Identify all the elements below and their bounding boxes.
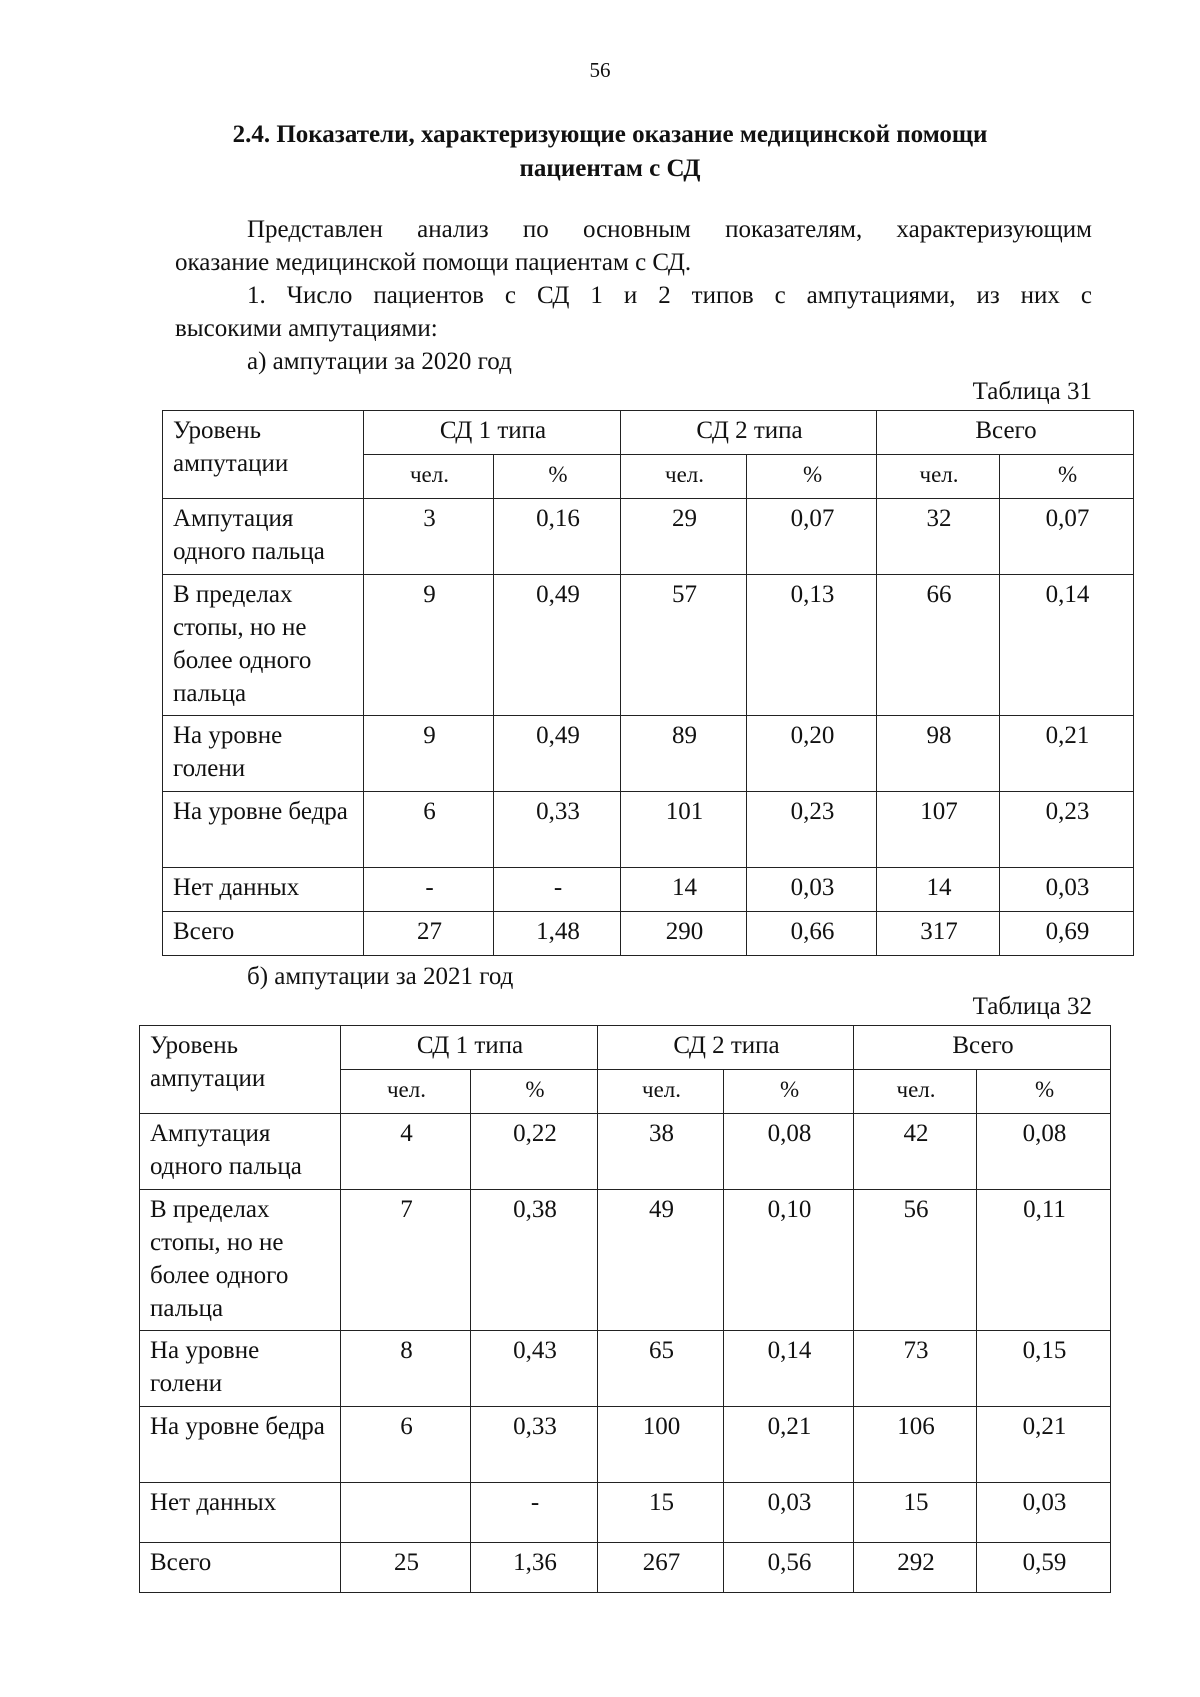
- cell: 27: [364, 912, 494, 956]
- item1-line-1: 1. Число пациентов с СД 1 и 2 типов с ампутациями, из них с: [247, 282, 1092, 309]
- row-level: На уровне бедра: [163, 792, 364, 868]
- cell: 0,69: [1000, 912, 1134, 956]
- table-row: [140, 1483, 1111, 1543]
- cell: 100: [598, 1407, 724, 1483]
- cell: 89: [621, 716, 747, 792]
- cell: 4: [341, 1114, 471, 1190]
- cell: 1,48: [494, 912, 621, 956]
- table31-header-sd2: СД 2 типа: [621, 411, 877, 455]
- table31-header-total: Всего: [877, 411, 1134, 455]
- cell: 267: [598, 1543, 724, 1593]
- cell: 0,43: [471, 1331, 598, 1407]
- cell: 0,22: [471, 1114, 598, 1190]
- table31: [162, 410, 1134, 956]
- cell: 15: [598, 1483, 724, 1543]
- cell: 65: [598, 1331, 724, 1407]
- cell: 49: [598, 1190, 724, 1331]
- cell: 0,59: [977, 1543, 1111, 1593]
- table32-subtitle: б) ампутации за 2021 год: [247, 963, 514, 990]
- cell: 32: [877, 499, 1000, 575]
- cell: 98: [877, 716, 1000, 792]
- cell: 0,10: [724, 1190, 854, 1331]
- cell: 29: [621, 499, 747, 575]
- table-row: [163, 868, 1134, 912]
- intro-line-2: оказание медицинской помощи пациентам с СД.: [175, 249, 692, 276]
- cell: 0,14: [1000, 575, 1134, 716]
- cell: 14: [621, 868, 747, 912]
- table31-unit: чел.: [364, 455, 494, 499]
- table-row: [140, 1543, 1111, 1593]
- cell: -: [364, 868, 494, 912]
- cell: 0,33: [494, 792, 621, 868]
- table32-unit: %: [724, 1070, 854, 1114]
- table32-header-sd2: СД 2 типа: [598, 1026, 854, 1070]
- table31-subtitle: а) ампутации за 2020 год: [247, 348, 512, 375]
- row-level: Нет данных: [140, 1483, 341, 1543]
- row-level: В пределах стопы, но не более одного пальца: [163, 575, 364, 716]
- intro-line-1: Представлен анализ по основным показателям, характеризующим: [247, 216, 1092, 243]
- cell: 0,16: [494, 499, 621, 575]
- cell: 0,23: [747, 792, 877, 868]
- row-level: На уровне голени: [140, 1331, 341, 1407]
- cell: 9: [364, 575, 494, 716]
- table31-caption: Таблица 31: [972, 378, 1092, 405]
- table-row: [140, 1331, 1111, 1407]
- cell: 1,36: [471, 1543, 598, 1593]
- table32-unit: чел.: [341, 1070, 471, 1114]
- table32-unit: чел.: [598, 1070, 724, 1114]
- cell: 15: [854, 1483, 977, 1543]
- table32-header-level: Уровень ампутации: [140, 1026, 341, 1114]
- cell: 0,07: [747, 499, 877, 575]
- table31-unit: %: [1000, 455, 1134, 499]
- table-row: [163, 575, 1134, 716]
- table-row: [163, 912, 1134, 956]
- cell: 106: [854, 1407, 977, 1483]
- cell: 0,49: [494, 716, 621, 792]
- section-heading: [160, 118, 1060, 186]
- cell: 0,20: [747, 716, 877, 792]
- table31-unit: чел.: [621, 455, 747, 499]
- cell: 3: [364, 499, 494, 575]
- section-heading-line-2: пациентам с СД: [519, 155, 701, 182]
- table-row: [163, 716, 1134, 792]
- cell: 0,23: [1000, 792, 1134, 868]
- cell: 0,03: [724, 1483, 854, 1543]
- row-level: Всего: [140, 1543, 341, 1593]
- cell: 0,21: [724, 1407, 854, 1483]
- intro-paragraph: [175, 213, 1092, 279]
- row-level: На уровне бедра: [140, 1407, 341, 1483]
- table-row: [140, 1407, 1111, 1483]
- table32-unit: %: [977, 1070, 1111, 1114]
- cell: 107: [877, 792, 1000, 868]
- cell: 0,33: [471, 1407, 598, 1483]
- cell: 38: [598, 1114, 724, 1190]
- table31-unit: чел.: [877, 455, 1000, 499]
- table31-unit: %: [747, 455, 877, 499]
- table-row: [140, 1114, 1111, 1190]
- cell: 0,49: [494, 575, 621, 716]
- cell: 42: [854, 1114, 977, 1190]
- table32-header-sd1: СД 1 типа: [341, 1026, 598, 1070]
- cell: 0,15: [977, 1331, 1111, 1407]
- cell: 101: [621, 792, 747, 868]
- cell: 0,38: [471, 1190, 598, 1331]
- cell: 0,03: [977, 1483, 1111, 1543]
- cell: 292: [854, 1543, 977, 1593]
- cell: 0,11: [977, 1190, 1111, 1331]
- cell: [341, 1483, 471, 1543]
- row-level: Нет данных: [163, 868, 364, 912]
- cell: 7: [341, 1190, 471, 1331]
- cell: 0,03: [1000, 868, 1134, 912]
- cell: 57: [621, 575, 747, 716]
- cell: 0,03: [747, 868, 877, 912]
- cell: 56: [854, 1190, 977, 1331]
- row-level: Всего: [163, 912, 364, 956]
- cell: 0,56: [724, 1543, 854, 1593]
- cell: 6: [341, 1407, 471, 1483]
- item1-line-2: высокими ампутациями:: [175, 315, 438, 342]
- cell: 0,07: [1000, 499, 1134, 575]
- item1-paragraph: [175, 279, 1092, 345]
- cell: -: [471, 1483, 598, 1543]
- cell: 317: [877, 912, 1000, 956]
- row-level: Ампутация одного пальца: [140, 1114, 341, 1190]
- cell: 25: [341, 1543, 471, 1593]
- table32-header-total: Всего: [854, 1026, 1111, 1070]
- cell: 0,13: [747, 575, 877, 716]
- table-row: [140, 1190, 1111, 1331]
- table31-header-sd1: СД 1 типа: [364, 411, 621, 455]
- cell: 66: [877, 575, 1000, 716]
- table32-unit: чел.: [854, 1070, 977, 1114]
- cell: 0,08: [724, 1114, 854, 1190]
- cell: 290: [621, 912, 747, 956]
- cell: 14: [877, 868, 1000, 912]
- table32-unit: %: [471, 1070, 598, 1114]
- row-level: На уровне голени: [163, 716, 364, 792]
- page-number: 56: [589, 58, 611, 82]
- cell: 0,08: [977, 1114, 1111, 1190]
- table-row: [163, 499, 1134, 575]
- cell: 6: [364, 792, 494, 868]
- table31-header-level: Уровень ампутации: [163, 411, 364, 499]
- table32-caption: Таблица 32: [972, 993, 1092, 1020]
- cell: 73: [854, 1331, 977, 1407]
- cell: 9: [364, 716, 494, 792]
- table31-unit: %: [494, 455, 621, 499]
- table32: [139, 1025, 1111, 1593]
- cell: 8: [341, 1331, 471, 1407]
- cell: -: [494, 868, 621, 912]
- row-level: В пределах стопы, но не более одного пальца: [140, 1190, 341, 1331]
- section-heading-line-1: 2.4. Показатели, характеризующие оказание медицинской помощи: [232, 121, 988, 148]
- cell: 0,21: [977, 1407, 1111, 1483]
- row-level: Ампутация одного пальца: [163, 499, 364, 575]
- cell: 0,14: [724, 1331, 854, 1407]
- cell: 0,21: [1000, 716, 1134, 792]
- table-row: [163, 792, 1134, 868]
- cell: 0,66: [747, 912, 877, 956]
